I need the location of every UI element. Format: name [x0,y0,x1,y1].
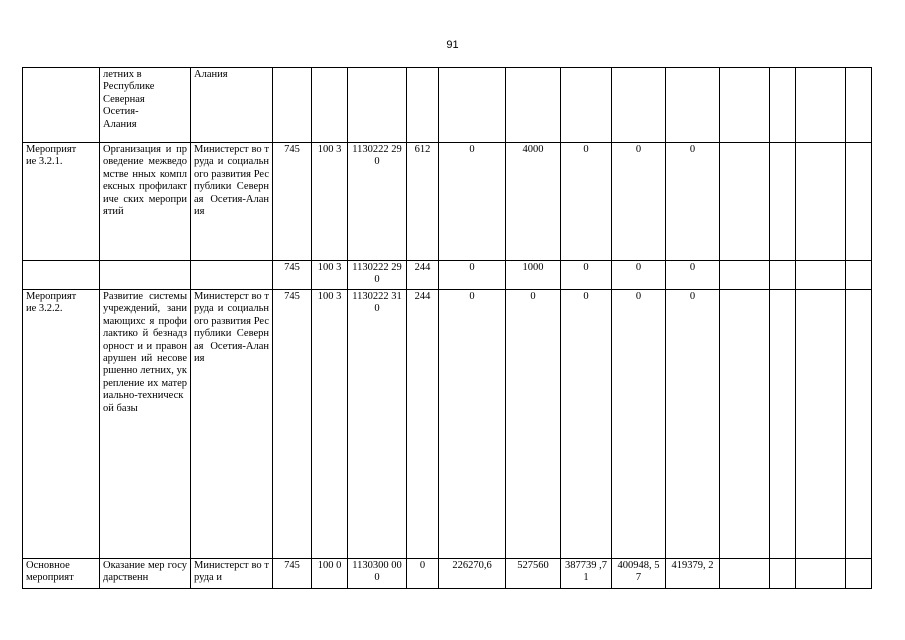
grbs-cell: 745 [273,261,312,290]
vr-cell: 244 [407,261,439,290]
value-cell-1: 0 [439,290,506,559]
executor-cell [191,261,273,290]
grbs-cell [273,68,312,143]
activity-cell: Мероприят ие 3.2.1. [23,143,100,261]
table-row [23,68,872,143]
empty-cell [770,143,796,261]
value-cell-5: 419379, 2 [666,559,720,589]
empty-cell [846,143,872,261]
empty-cell [846,261,872,290]
rzpr-cell: 100 0 [312,559,348,589]
value-cell-2: 4000 [506,143,561,261]
activity-cell [23,261,100,290]
value-cell-1: 226270,6 [439,559,506,589]
vr-cell: 0 [407,559,439,589]
vr-cell: 612 [407,143,439,261]
empty-cell [720,143,770,261]
value-cell-4: 0 [612,261,666,290]
value-cell-4: 400948, 57 [612,559,666,589]
value-cell-1 [439,68,506,143]
csr-cell [348,68,407,143]
name-cell [100,261,191,290]
rzpr-cell: 100 3 [312,290,348,559]
value-cell-2 [506,68,561,143]
name-cell: Организация и проведение межведомстве нных комплексных профилактиче ских мероприятий [100,143,191,261]
vr-cell: 244 [407,290,439,559]
empty-cell [770,261,796,290]
empty-cell [796,261,846,290]
rzpr-cell: 100 3 [312,261,348,290]
value-cell-1: 0 [439,261,506,290]
empty-cell [796,290,846,559]
empty-cell [720,559,770,589]
executor-cell: Министерст во труда и [191,559,273,589]
value-cell-4 [612,68,666,143]
csr-cell: 1130300 000 [348,559,407,589]
value-cell-3: 0 [561,143,612,261]
rzpr-cell [312,68,348,143]
name-cell: летних в Республике Северная Осетия- Алания [100,68,191,143]
empty-cell [720,261,770,290]
value-cell-4: 0 [612,143,666,261]
value-cell-1: 0 [439,143,506,261]
value-cell-5: 0 [666,143,720,261]
value-cell-3: 0 [561,290,612,559]
value-cell-2: 0 [506,290,561,559]
value-cell-5: 0 [666,261,720,290]
executor-cell: Министерст во труда и социального развития Республики Северная Осетия-Алания [191,143,273,261]
empty-cell [796,68,846,143]
value-cell-2: 527560 [506,559,561,589]
activity-cell: Основное мероприят [23,559,100,589]
grbs-cell: 745 [273,290,312,559]
activity-cell: Мероприят ие 3.2.2. [23,290,100,559]
table-row [23,261,872,290]
empty-cell [846,290,872,559]
page-number: 91 [446,39,459,51]
value-cell-2: 1000 [506,261,561,290]
rzpr-cell: 100 3 [312,143,348,261]
value-cell-3: 0 [561,261,612,290]
value-cell-4: 0 [612,290,666,559]
empty-cell [846,68,872,143]
value-cell-5 [666,68,720,143]
executor-cell: Министерст во труда и социального развития Республики Северная Осетия-Алания [191,290,273,559]
budget-table [22,67,872,589]
csr-cell: 1130222 310 [348,290,407,559]
value-cell-3 [561,68,612,143]
empty-cell [846,559,872,589]
name-cell: Развитие системы учреждений, занимающихс я профилактико й безнадзорност и и правонарушен ий несовершенно летних, укрепление их материально-технической базы [100,290,191,559]
empty-cell [770,559,796,589]
empty-cell [796,143,846,261]
empty-cell [796,559,846,589]
vr-cell [407,68,439,143]
table-row [23,290,872,559]
csr-cell: 1130222 290 [348,261,407,290]
table-row [23,559,872,589]
empty-cell [720,290,770,559]
empty-cell [770,68,796,143]
value-cell-5: 0 [666,290,720,559]
activity-cell [23,68,100,143]
name-cell: Оказание мер государственн [100,559,191,589]
grbs-cell: 745 [273,559,312,589]
table-row [23,143,872,261]
empty-cell [770,290,796,559]
value-cell-3: 387739 ,71 [561,559,612,589]
executor-cell: Алания [191,68,273,143]
grbs-cell: 745 [273,143,312,261]
empty-cell [720,68,770,143]
csr-cell: 1130222 290 [348,143,407,261]
